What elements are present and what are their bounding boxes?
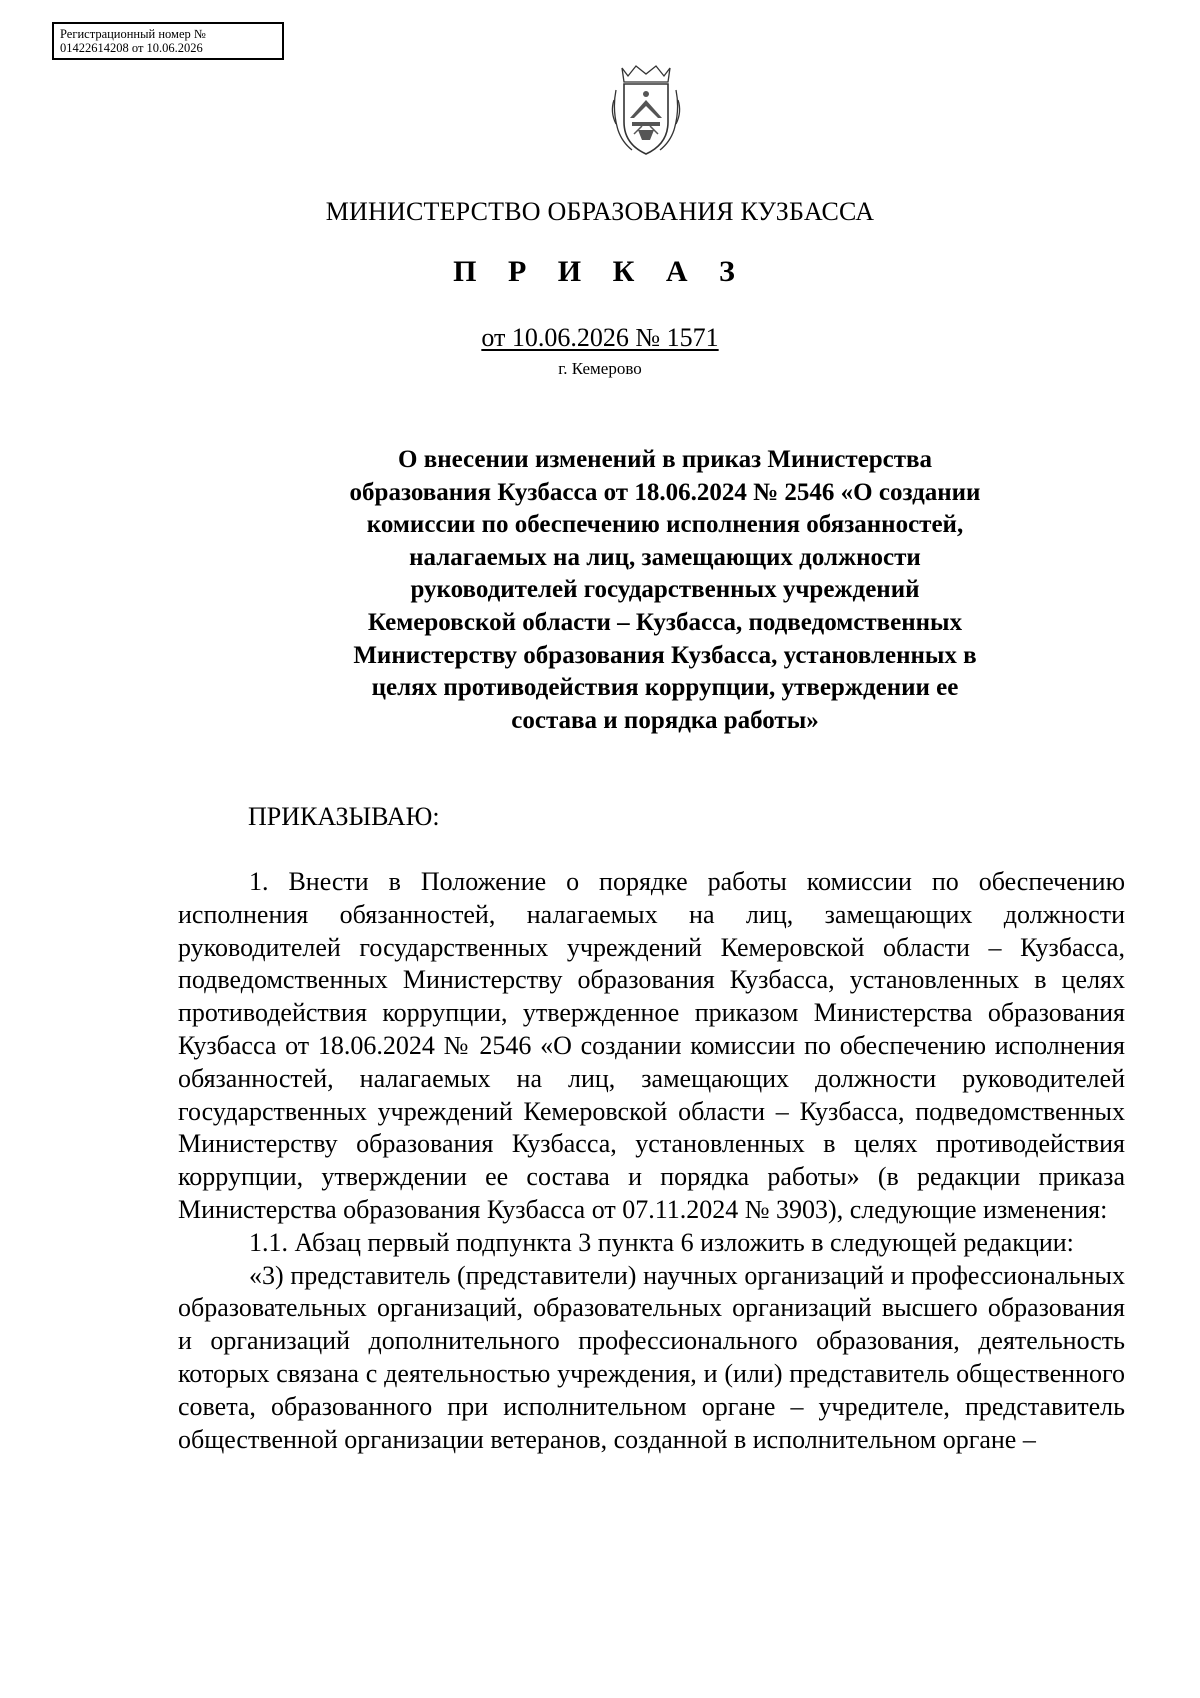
subject-line: руководителей государственных учреждений xyxy=(410,576,920,604)
paragraph-1-1: 1.1. Абзац первый подпункта 3 пункта 6 изложить в следующей редакции: xyxy=(249,1227,1074,1257)
registration-line-2: 01422614208 от 10.06.2026 xyxy=(60,41,203,55)
paragraph-1: 1. Внести в Положение о порядке работы комиссии по обеспечению исполнения обязанностей, налагаемых на лиц, замещающих должности руководителей государственных учреждений Кемеровской области – Кузбасса, подведомственных Министерству образования Кузбасса, установленных в целях противодействия коррупции, утвержденное приказом Министерства образования Кузбасса от 18.06.2024 № 2546 «О создании комиссии по обеспечению исполнения обязанностей, налагаемых на лиц, замещающих должности руководителей государственных учреждений Кемеровской области – Кузбасса, подведомственных Министерству образования Кузбасса, установленных в целях противодействия коррупции, утверждении ее состава и порядка работы» (в редакции приказа Министерства образования Кузбасса от 07.11.2024 № 3903), следующие изменения: xyxy=(178,867,1125,1224)
date-number-text: от 10.06.2026 № 1571 xyxy=(481,323,719,352)
subject-line: состава и порядка работы» xyxy=(511,706,819,734)
registration-stamp xyxy=(52,22,284,60)
order-directive: ПРИКАЗЫВАЮ: xyxy=(248,802,440,831)
subject-line: комиссии по обеспечению исполнения обязанностей, xyxy=(366,511,964,539)
document-type: П Р И К А З xyxy=(453,255,747,288)
coat-of-arms-icon xyxy=(608,60,684,160)
subject-line: Кемеровской области – Кузбасса, подведомственных xyxy=(367,608,963,636)
city: г. Кемерово xyxy=(558,359,642,378)
subject-line: целях противодействия коррупции, утверждении ее xyxy=(371,674,959,702)
document-date-number xyxy=(0,322,1200,354)
subject-line: Министерству образования Кузбасса, установленных в xyxy=(353,641,977,669)
ministry-name: МИНИСТЕРСТВО ОБРАЗОВАНИЯ КУЗБАССА xyxy=(325,197,875,226)
document-subject xyxy=(280,444,1050,737)
subject-line: образования Кузбасса от 18.06.2024 № 2546 «О создании xyxy=(349,478,981,506)
document-body xyxy=(178,866,1125,1456)
registration-line-1: Регистрационный номер № xyxy=(60,27,206,41)
paragraph-quote-3: «3) представитель (представители) научных организаций и профессиональных образовательных организаций, образовательных организаций высшего образования и организаций дополнительного профессионального образования, деятельность которых связана с деятельностью учреждения, и (или) представитель общественного совета, образованного при исполнительном органе – учредителе, представитель общественной организации ветеранов, созданной в исполнительном органе – xyxy=(178,1260,1125,1454)
subject-line: О внесении изменений в приказ Министерства xyxy=(398,446,932,473)
subject-line: налагаемых на лиц, замещающих должности xyxy=(409,543,921,571)
